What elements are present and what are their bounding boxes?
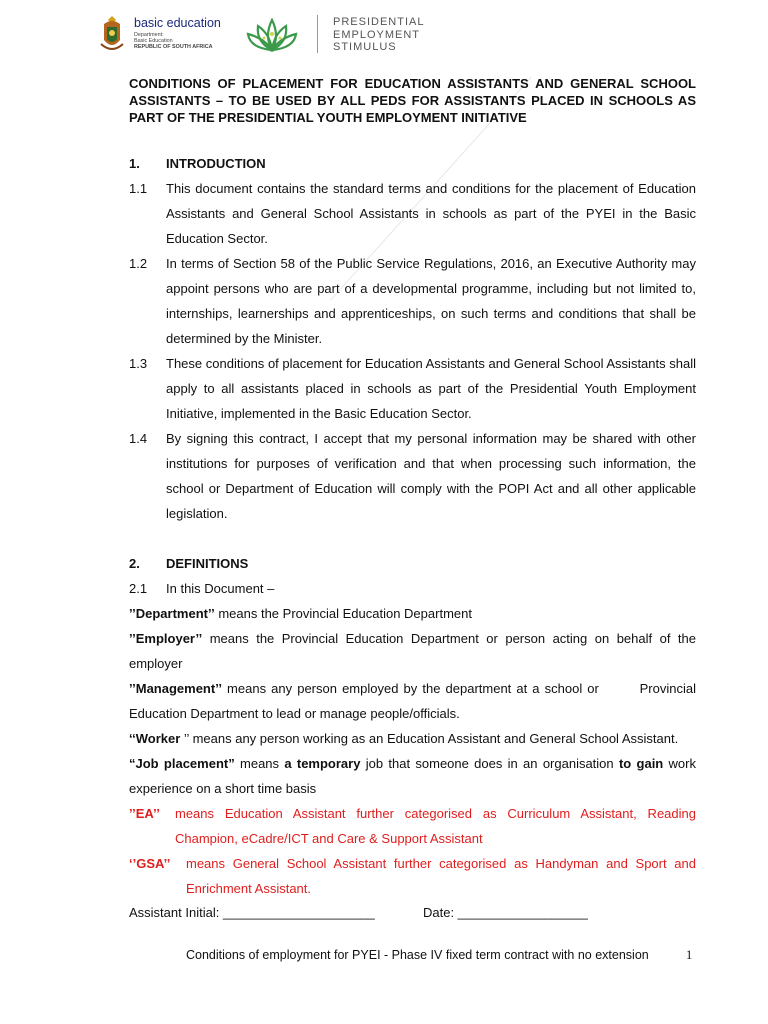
definition-term: ‘’GSA’’	[129, 856, 171, 871]
definition-term: ’’Department’’	[129, 606, 215, 621]
definition-job-placement	[129, 751, 696, 801]
section-heading-definitions	[129, 551, 696, 576]
definition-worker	[129, 726, 696, 751]
pes-wordmark	[333, 16, 424, 54]
document-header	[0, 0, 768, 70]
clause-number: 1.2	[129, 256, 148, 271]
definition-text: means Education Assistant further categorised as Curriculum Assistant, Reading Champion, eCadre/ICT and Care & Support Assistant	[175, 806, 696, 846]
page-number: 1	[686, 948, 693, 962]
definition-department	[129, 601, 696, 626]
assistant-initial-field: Assistant Initial: _____________________	[129, 905, 375, 920]
definition-text: means the Provincial Education Department or person acting on behalf of the employer	[129, 631, 696, 671]
coat-of-arms-icon	[98, 14, 126, 54]
definition-text: job that someone does in an organisation	[360, 756, 619, 771]
pes-line: PRESIDENTIAL	[333, 16, 425, 28]
section-title: DEFINITIONS	[166, 556, 249, 571]
clause-2-1	[129, 576, 696, 601]
dbe-subtitle	[134, 33, 213, 50]
definition-text: work experience on a short time basis	[129, 756, 696, 796]
clause-text: In terms of Section 58 of the Public Service Regulations, 2016, an Executive Authority may appoint persons who are part of a developmental programme, including but not limited to, internships, learnerships and apprenticeships, on such terms and conditions that shall be determined by the Minister.	[166, 256, 696, 346]
definition-gsa	[129, 851, 696, 901]
dbe-sub-line: Department:	[134, 32, 164, 38]
clause-1-2	[129, 251, 696, 351]
section-number: 1.	[129, 156, 140, 171]
date-field: Date: __________________	[423, 905, 588, 920]
dbe-sub-line: REPUBLIC OF SOUTH AFRICA	[134, 43, 213, 50]
section-heading-introduction	[129, 151, 696, 176]
dbe-sub-line: Basic Education	[134, 37, 173, 44]
clause-text: These conditions of placement for Education Assistants and General School Assistants shall apply to all assistants placed in schools as part of the Presidential Youth Employment Initiative, implemented in the Basic Education Sector.	[166, 356, 696, 421]
definition-term: ‘‘Worker	[129, 731, 181, 746]
document-title: CONDITIONS OF PLACEMENT FOR EDUCATION ASSISTANTS AND GENERAL SCHOOL ASSISTANTS – TO BE USED BY ALL PEDS FOR ASSISTANTS PLACED IN SCHOOLS AS PART OF THE PRESIDENTIAL YOUTH EMPLOYMENT INITIATIVE	[129, 76, 696, 125]
definition-text: means	[234, 756, 285, 771]
section-number: 2.	[129, 556, 140, 571]
pes-line: STIMULUS	[333, 41, 397, 53]
definition-employer	[129, 626, 696, 676]
definition-ea	[129, 801, 696, 851]
dbe-name: basic education	[134, 16, 221, 30]
page-footer: Conditions of employment for PYEI - Phase IV fixed term contract with no extension	[186, 948, 649, 962]
logo-divider	[317, 15, 318, 53]
pes-line: EMPLOYMENT	[333, 28, 421, 41]
clause-text: By signing this contract, I accept that my personal information may be shared with other institutions for purposes of verification and that when processing such information, the school or Department of Education will comply with the POPI Act and all other applicable legislation.	[166, 431, 696, 521]
clause-number: 1.3	[129, 356, 148, 371]
clause-number: 1.4	[129, 431, 148, 446]
definition-text: means any person employed by the department at a school or Provincial Education Department to lead or manage people/officials.	[129, 681, 700, 721]
clause-1-3	[129, 351, 696, 426]
definition-term: “Job placement”	[129, 756, 235, 771]
lotus-logo-icon	[244, 14, 300, 54]
document-body	[129, 75, 700, 901]
clause-number: 2.1	[129, 581, 148, 596]
definition-term: ’’Management’’	[129, 681, 222, 696]
definition-text: means the Provincial Education Department	[214, 606, 472, 621]
definition-text: ’’ means any person working as an Education Assistant and General School Assistant.	[180, 731, 679, 746]
clause-text: This document contains the standard terms and conditions for the placement of Education Assistants and General School Assistants in schools as part of the PYEI in the Basic Education Sector.	[166, 181, 696, 246]
clause-text: In this Document –	[166, 581, 275, 596]
section-title: INTRODUCTION	[166, 156, 266, 171]
clause-1-1	[129, 176, 696, 251]
clause-1-4	[129, 426, 696, 526]
definition-text: means General School Assistant further categorised as Handyman and Sport and Enrichment Assistant.	[186, 856, 696, 896]
definition-term: ’’EA’’	[129, 806, 160, 821]
clause-number: 1.1	[129, 181, 148, 196]
definition-emphasis: to gain	[618, 756, 664, 771]
definition-term: ’’Employer’’	[129, 631, 203, 646]
definition-management	[129, 676, 700, 726]
definition-emphasis: a temporary	[284, 756, 361, 771]
